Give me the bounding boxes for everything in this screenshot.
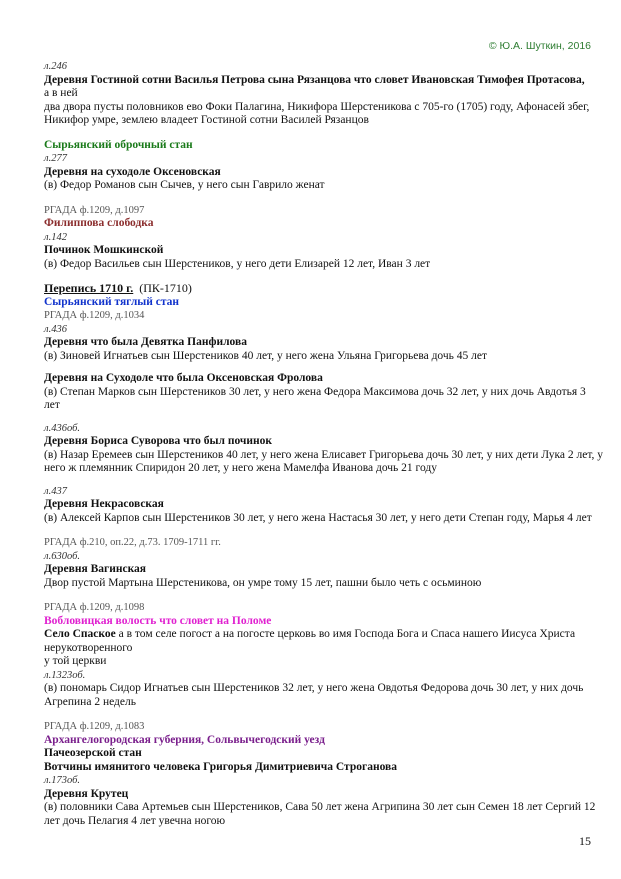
folio-ref: л.437	[44, 485, 67, 497]
entry-title: Деревня что была Девятка Панфилова	[44, 336, 247, 348]
folio-ref: л.436	[44, 323, 67, 335]
entry-title: Деревня Некрасовская	[44, 498, 164, 510]
document-body	[44, 60, 604, 828]
folio-ref: л.173об.	[44, 775, 80, 786]
entry-text: (в) пономарь Сидор Игнатьев сын Шерстеников 32 лет, у него жена Овдотья Федорова дочь 30 лет, у них дочь Агрепина 2 недель	[44, 682, 584, 708]
entry-title: Починок Мошкинской	[44, 244, 164, 256]
entry-text: (в) Зиновей Игнатьев сын Шерстеников 40 лет, у него жена Ульяна Григорьева дочь 45 лет	[44, 349, 488, 362]
section-heading: Сырьянский оброчный стан	[44, 138, 193, 151]
section-heading: Вобловицкая волость что словет на Поломе	[44, 614, 272, 627]
folio-ref: л.142	[44, 231, 67, 243]
entry-text: (в) Федор Васильев сын Шерстеников, у него дети Елизарей 12 лет, Иван 3 лет	[44, 257, 431, 270]
entry-title: Деревня на суходоле Оксеновская	[44, 165, 221, 178]
census-label: Перепись 1710 г.	[44, 281, 134, 295]
votchina-heading: Вотчины имянитого человека Григорья Димитриевича Строганова	[44, 760, 397, 773]
entry-text: два двора пусты половников ево Фоки Палагина, Никифора Шерстеникова с 705-го (1705) году, Афонасей збег, Никифор умре, землею владеет Гостиной сотни Василей Рязанцов	[44, 100, 590, 126]
page-number: 15	[579, 834, 591, 848]
entry-title: Деревня на Суходоле что была Оксеновская Фролова	[44, 372, 323, 384]
census-heading	[44, 282, 604, 296]
archive-ref: РГАДА ф.1209, д.1034	[44, 310, 145, 321]
entry-title-line	[44, 628, 604, 655]
archive-ref: РГАДА ф.210, оп.22, д.73. 1709-1711 гг.	[44, 537, 221, 548]
entry-text: Двор пустой Мартына Шерстеникова, он умре тому 15 лет, пашни было четь с осьминою	[44, 576, 482, 589]
entry-title: Деревня Вагинская	[44, 563, 147, 575]
section-heading: Сырьянский тяглый стан	[44, 295, 180, 308]
entry-title-rest: а в том селе погост а на погосте церковь во имя Господа Бога и Спаса нашего Иисуса Христа нерукотворенного	[44, 628, 576, 654]
folio-ref: л.1323об.	[44, 669, 86, 681]
section-heading: Архангелогородская губерния, Сольвычегодский уезд	[44, 733, 325, 746]
archive-ref: РГАДА ф.1209, д.1083	[44, 721, 145, 732]
entry-title: Деревня Гостиной сотни Василья Петрова сына Рязанцова что словет Ивановская Тимофея Протасова,	[44, 73, 585, 86]
archive-ref: РГАДА ф.1209, д.1098	[44, 602, 145, 613]
entry-text: (в) половники Сава Артемьев сын Шерстеников, Сава 50 лет жена Агрипина 30 лет сын Семен 18 лет Сергий 12 лет дочь Пелагия 4 лет увечна ногою	[44, 801, 596, 827]
census-code: (ПК-1710)	[139, 281, 192, 295]
entry-title: Деревня Крутец	[44, 787, 129, 800]
folio-ref: л.246	[44, 61, 67, 72]
folio-ref: л.630об.	[44, 550, 80, 562]
copyright-notice: © Ю.А. Шуткин, 2016	[488, 40, 591, 52]
entry-text: (в) Федор Романов сын Сычев, у него сын Гаврило женат	[44, 179, 325, 191]
folio-ref: л.277	[44, 153, 67, 164]
stan-heading: Пачеозерской стан	[44, 747, 142, 759]
entry-text: (в) Степан Марков сын Шерстеников 30 лет, у него жена Федора Максимова дочь 32 лет, у них дочь Авдотья 3 лет	[44, 385, 586, 411]
entry-title-tail: а в ней	[44, 87, 78, 99]
archive-ref: РГАДА ф.1209, д.1097	[44, 204, 145, 216]
entry-text: (в) Алексей Карпов сын Шерстеников 30 лет, у него жена Настасья 30 лет, у него дети Степан году, Марья 4 лет	[44, 511, 592, 524]
entry-title: Село Спаское	[44, 628, 116, 640]
entry-title: Деревня Бориса Суворова что был починок	[44, 435, 273, 447]
entry-line: у той церкви	[44, 655, 107, 667]
section-heading: Филиппова слободка	[44, 217, 154, 229]
entry-text: (в) Назар Еремеев сын Шерстеников 40 лет, у него жена Елисавет Григорьева дочь 30 лет, у них дети Лука 2 лет, у него ж племянник Спиридон 20 лет, у него жена Мамелфа Иванова дочь 21 году	[44, 448, 604, 474]
folio-ref: л.436об.	[44, 422, 80, 434]
